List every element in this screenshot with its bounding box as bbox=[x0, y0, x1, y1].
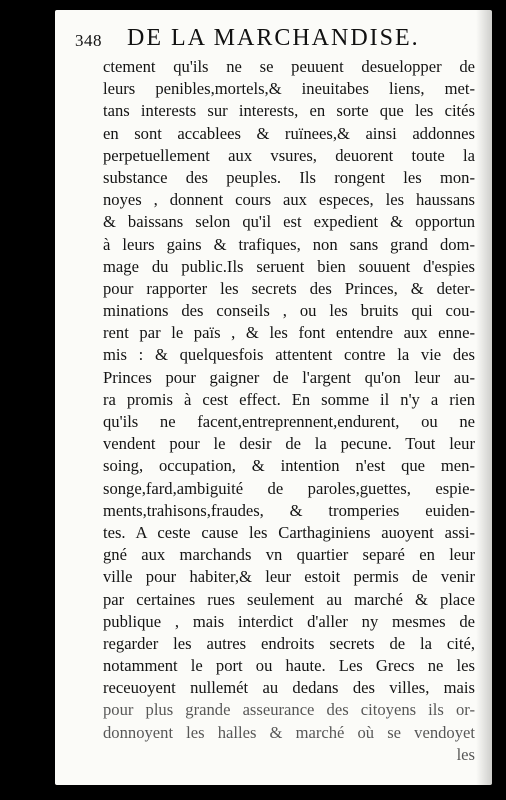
text-line: à leurs gains & trafiques, non sans grand dom- bbox=[103, 234, 475, 254]
text-line: rent par le païs , & les font entendre aux enne- bbox=[103, 323, 475, 343]
text-line: pour plus grande asseurance des citoyens ils or- bbox=[103, 700, 475, 720]
text-line: leurs penibles,mortels,& ineuitabes liens, met- bbox=[103, 79, 475, 99]
text-line: & baissans selon qu'il est expedient & opportun bbox=[103, 212, 475, 232]
text-line: mis : & quelquesfois attentent contre la vie des bbox=[103, 345, 475, 365]
text-line: publique , mais interdict d'aller ny mesmes de bbox=[103, 611, 475, 631]
text-line: perpetuellement aux vsures, deuorent toute la bbox=[103, 145, 475, 165]
text-line: soing, occupation, & intention n'est que men- bbox=[103, 456, 475, 476]
page-edge-shadow bbox=[476, 10, 492, 785]
running-title: DE LA MARCHANDISE. bbox=[127, 25, 420, 51]
text-line: Princes pour gaigner de l'argent qu'on leur au- bbox=[103, 367, 475, 387]
text-line: regarder les autres endroits secrets de la cité, bbox=[103, 633, 475, 653]
text-line: en sont accablees & ruïnees,& ainsi addonnes bbox=[103, 123, 475, 143]
text-line: tans interests sur interests, en sorte que les cités bbox=[103, 101, 475, 121]
text-line: notamment le port ou haute. Les Grecs ne les bbox=[103, 656, 475, 676]
text-line: ra promis à cest effect. En somme il n'y a rien bbox=[103, 389, 475, 409]
text-line: donnoyent les halles & marché où se vendoyet bbox=[103, 722, 475, 742]
body-text bbox=[103, 56, 475, 766]
book-page bbox=[55, 10, 492, 785]
text-line: receuoyent nullemét au dedans des villes, mais bbox=[103, 678, 475, 698]
text-line: noyes , donnent cours aux especes, les haussans bbox=[103, 190, 475, 210]
text-line: par certaines rues seulement au marché & place bbox=[103, 589, 475, 609]
text-line: substance des peuples. Ils rongent les mon- bbox=[103, 167, 475, 187]
text-line: minations des conseils , ou les bruits qui cou- bbox=[103, 301, 475, 321]
text-line: mage du public.Ils seruent bien souuent d'espies bbox=[103, 256, 475, 276]
text-line: gné aux marchands vn quartier separé en leur bbox=[103, 545, 475, 565]
page-number: 348 bbox=[75, 31, 102, 50]
page-header bbox=[75, 24, 475, 54]
text-line: tes. A ceste cause les Carthaginiens auoyent assi- bbox=[103, 522, 475, 542]
text-line: qu'ils ne facent,entreprennent,endurent, ou ne bbox=[103, 412, 475, 431]
text-line: pour rapporter les secrets des Princes, & deter- bbox=[103, 278, 475, 298]
text-line: ments,trahisons,fraudes, & tromperies euiden- bbox=[103, 500, 475, 520]
catchword: les bbox=[456, 744, 475, 764]
text-line: songe,fard,ambiguité de paroles,guettes, espie- bbox=[103, 478, 475, 498]
text-line: ville pour habiter,& leur estoit permis de venir bbox=[103, 567, 475, 587]
text-line: ctement qu'ils ne se peuuent desuelopper de bbox=[103, 57, 475, 76]
text-line: vendent pour le desir de la pecune. Tout leur bbox=[103, 434, 475, 454]
